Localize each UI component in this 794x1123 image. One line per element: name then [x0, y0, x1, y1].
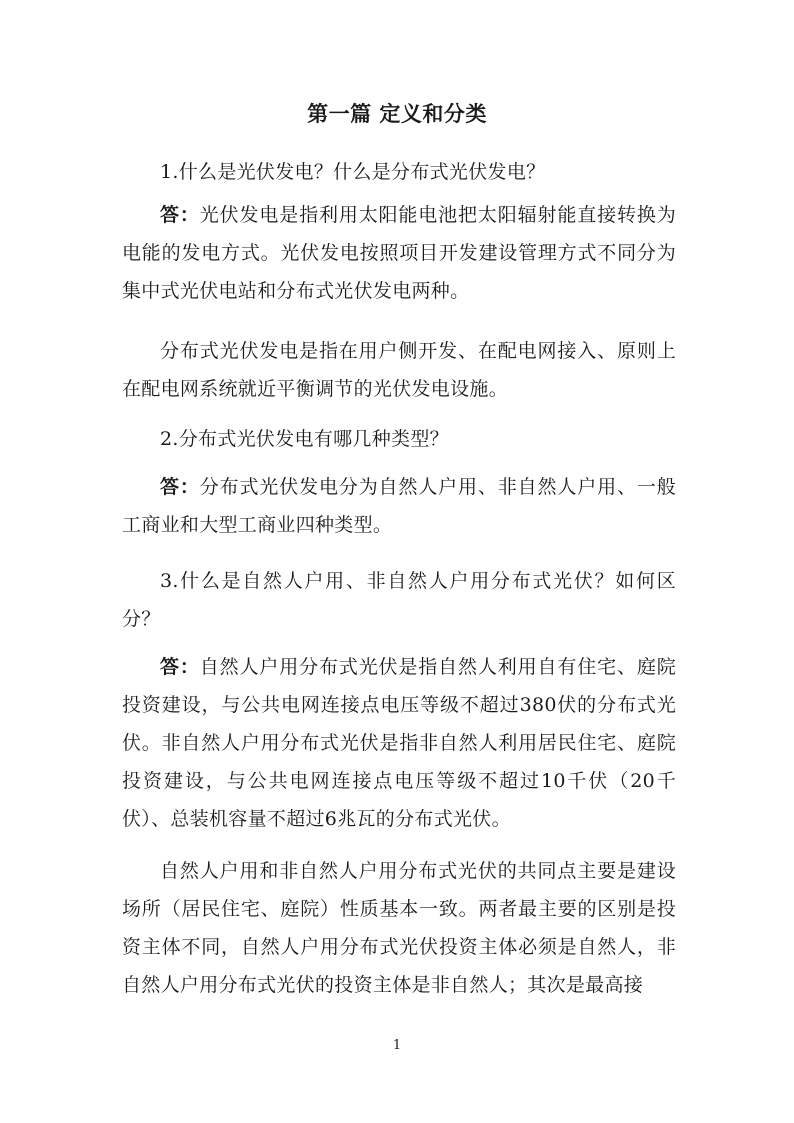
page-number: 1 [392, 1038, 402, 1053]
answer-label: 答： [160, 656, 200, 678]
question-2: 2.分布式光伏发电有哪几种类型？ [160, 428, 449, 450]
answer-label: 答： [160, 476, 200, 498]
answer-1-text: 光伏发电是指利用太阳能电池把太阳辐射能直接转换为电能的发电方式。光伏发电按照项目开发建设管理方式不同分为集中式光伏电站和分布式光伏发电两种。 [122, 204, 677, 302]
paragraph-distributed-definition: 分布式光伏发电是指在用户侧开发、在配电网接入、原则上在配电网系统就近平衡调节的光伏发电设施。 [122, 340, 676, 400]
question-3: 3.什么是自然人户用、非自然人户用分布式光伏？如何区分？ [122, 570, 676, 630]
paragraph-comparison: 自然人户用和非自然人户用分布式光伏的共同点主要是建设场所（居民住宅、庭院）性质基本一致。两者最主要的区别是投资主体不同，自然人户用分布式光伏投资主体必须是自然人，非自然人户用分布式光伏的投资主体是非自然人；其次是最高接 [122, 860, 676, 996]
answer-1 [122, 196, 676, 310]
answer-label: 答： [160, 204, 200, 226]
question-1: 1.什么是光伏发电？什么是分布式光伏发电？ [160, 161, 546, 183]
answer-2 [122, 468, 676, 544]
answer-3 [122, 648, 676, 838]
answer-2-text: 分布式光伏发电分为自然人户用、非自然人户用、一般工商业和大型工商业四种类型。 [122, 476, 677, 536]
page-title: 第一篇 定义和分类 [307, 102, 487, 126]
answer-3-text: 自然人户用分布式光伏是指自然人利用自有住宅、庭院投资建设，与公共电网连接点电压等级不超过380伏的分布式光伏。非自然人户用分布式光伏是指非自然人利用居民住宅、庭院投资建设，与公共电网连接点电压等级不超过10千伏（20千伏）、总装机容量不超过6兆瓦的分布式光伏。 [122, 656, 677, 830]
